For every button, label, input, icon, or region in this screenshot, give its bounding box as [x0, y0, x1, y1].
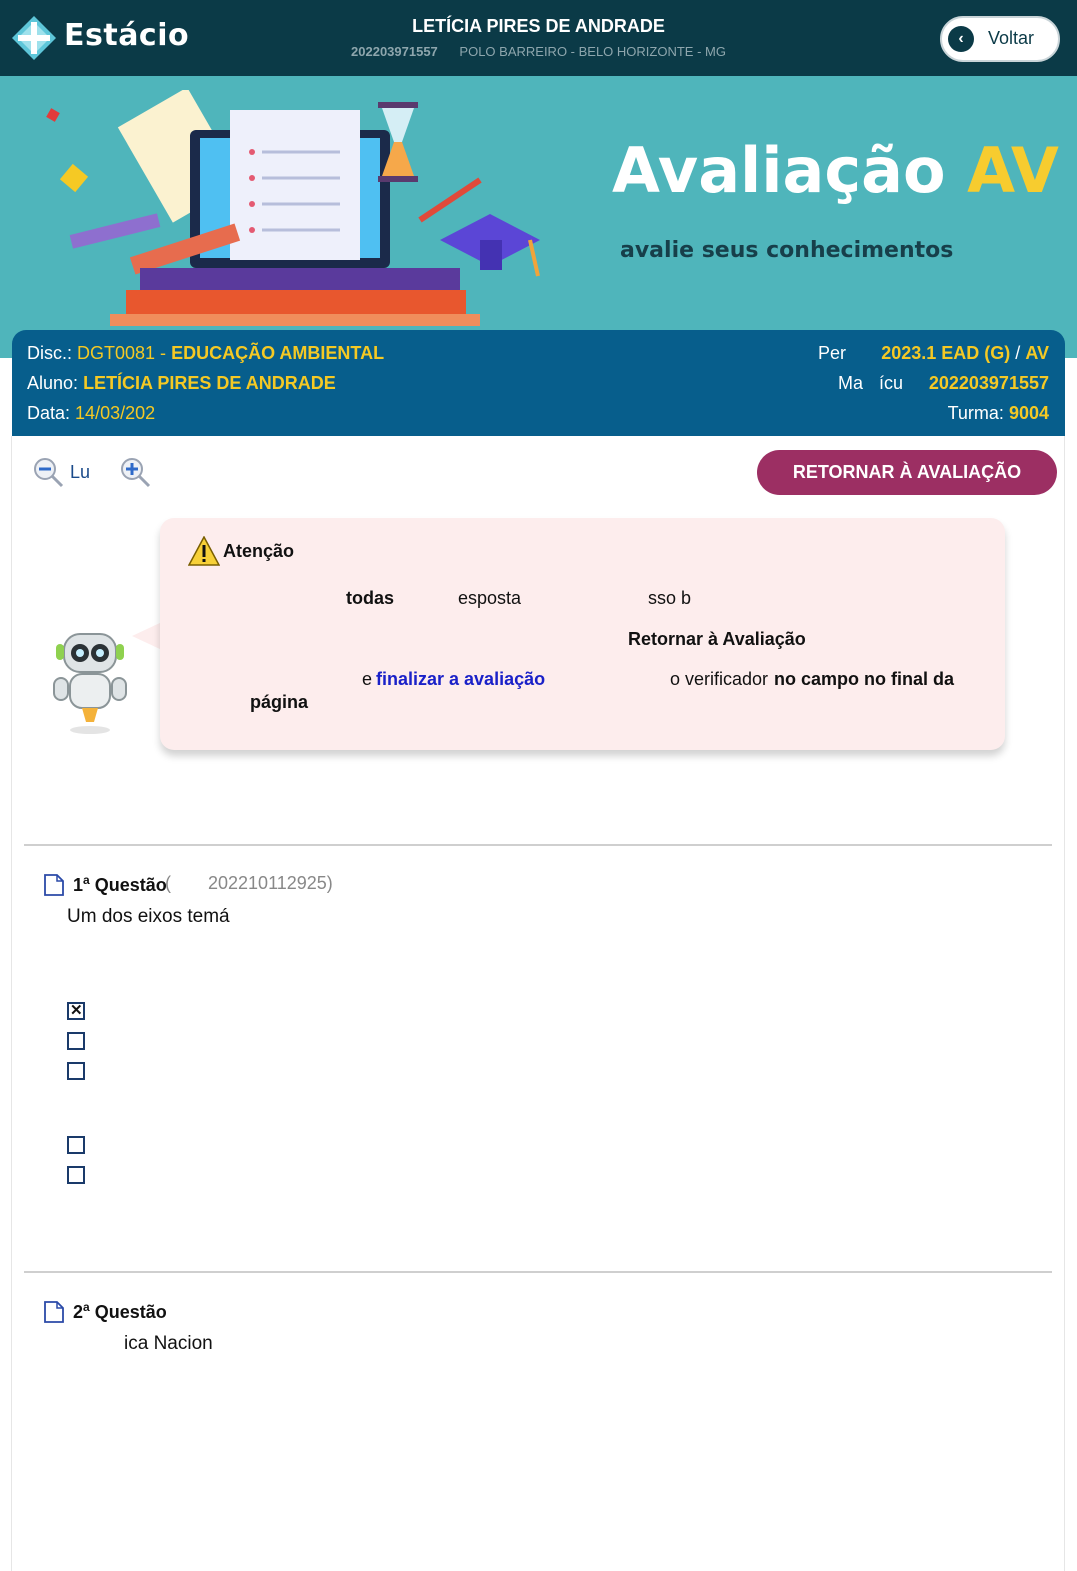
disc-name: EDUCAÇÃO AMBIENTAL — [171, 343, 385, 363]
per-separator: / — [1015, 343, 1021, 363]
back-button[interactable] — [940, 16, 1060, 62]
data-label: Data: — [27, 403, 71, 423]
mat-label-a: Ma — [838, 373, 864, 393]
attention-text-2: esposta — [458, 588, 522, 608]
exam-illustration-icon — [40, 90, 600, 340]
attention-text-8: no campo no final da — [774, 669, 955, 689]
banner-title-accent: AV — [967, 134, 1059, 207]
per-row — [881, 343, 1049, 364]
question-separator — [24, 844, 1052, 846]
attention-text-1: todas — [346, 588, 395, 608]
student-polo: POLO BARREIRO - BELO HORIZONTE - MG — [459, 44, 726, 59]
question-1-ordinal: a — [83, 873, 90, 887]
zoom-label: Lu — [70, 462, 91, 482]
zoom-out-icon[interactable] — [32, 456, 64, 488]
question-1-option-d-checkbox[interactable] — [67, 1136, 85, 1154]
per-value: 2023.1 EAD (G) — [881, 343, 1011, 363]
question-1-option-b-checkbox[interactable] — [67, 1032, 85, 1050]
question-doc-icon — [44, 874, 64, 896]
top-bar — [0, 0, 1077, 76]
question-1-number: 1 — [73, 875, 84, 895]
attention-text-3: sso b — [648, 588, 692, 608]
question-separator — [24, 1271, 1052, 1273]
question-doc-icon — [44, 1301, 64, 1323]
turma-label: Turma: — [947, 403, 1004, 423]
warning-icon — [188, 536, 220, 566]
question-2-title — [73, 1300, 167, 1323]
question-1-option-a-checkbox[interactable] — [67, 1002, 85, 1020]
banner-title-main: Avaliação — [612, 134, 946, 207]
disc-row — [27, 343, 384, 364]
robot-mascot-icon — [48, 628, 132, 736]
finalizar-avaliacao-link[interactable]: finalizar a avaliação — [376, 669, 546, 689]
disc-label: Disc.: — [27, 343, 72, 363]
chevron-left-icon: ‹ — [948, 26, 974, 52]
mat-label-b: ícu — [879, 373, 904, 393]
disc-code: DGT0081 - — [77, 343, 167, 363]
student-matricula: 202203971557 — [351, 44, 438, 59]
question-2-text: ica Nacion — [124, 1333, 213, 1354]
question-2-number: 2 — [73, 1302, 84, 1322]
speech-bubble-tail — [132, 622, 162, 650]
student-name: LETÍCIA PIRES DE ANDRADE — [412, 16, 665, 36]
question-1-code: 202210112925) — [208, 873, 333, 893]
question-1-title — [73, 873, 167, 896]
aluno-name: LETÍCIA PIRES DE ANDRADE — [83, 373, 336, 393]
banner-title — [612, 134, 1059, 207]
turma-row — [948, 403, 1049, 424]
attention-text-5: e — [362, 669, 373, 689]
question-1-label: Questão — [94, 875, 167, 895]
aluno-label: Aluno: — [27, 373, 79, 393]
question-1-code-open: ( — [165, 873, 171, 893]
attention-text-7: o verificador — [670, 669, 769, 689]
question-1-option-e-checkbox[interactable] — [67, 1166, 85, 1184]
data-row — [27, 403, 155, 424]
data-value: 14/03/202 — [75, 403, 156, 423]
question-1-option-c-checkbox[interactable] — [67, 1062, 85, 1080]
retornar-avaliacao-button[interactable]: RETORNAR À AVALIAÇÃO — [757, 450, 1057, 495]
question-1-text: Um dos eixos temá — [67, 906, 230, 927]
per-label: Per — [818, 343, 847, 363]
attention-text-4: Retornar à Avaliação — [628, 629, 806, 649]
back-button-label: Voltar — [988, 28, 1035, 48]
question-2-label: Questão — [94, 1302, 167, 1322]
brand-name: Estácio — [64, 18, 190, 53]
per-type: AV — [1025, 343, 1049, 363]
zoom-in-icon[interactable] — [119, 456, 151, 488]
banner-subtitle: avalie seus conhecimentos — [620, 238, 954, 263]
attention-title: Atenção — [223, 541, 295, 561]
question-2-ordinal: a — [83, 1300, 90, 1314]
exam-info-bar — [12, 330, 1065, 436]
student-meta — [0, 44, 1077, 59]
mat-value: 202203971557 — [928, 373, 1049, 393]
turma-value: 9004 — [1008, 403, 1049, 423]
attention-text-9: página — [250, 692, 309, 712]
aluno-row — [27, 373, 336, 394]
hero-banner — [0, 76, 1077, 358]
